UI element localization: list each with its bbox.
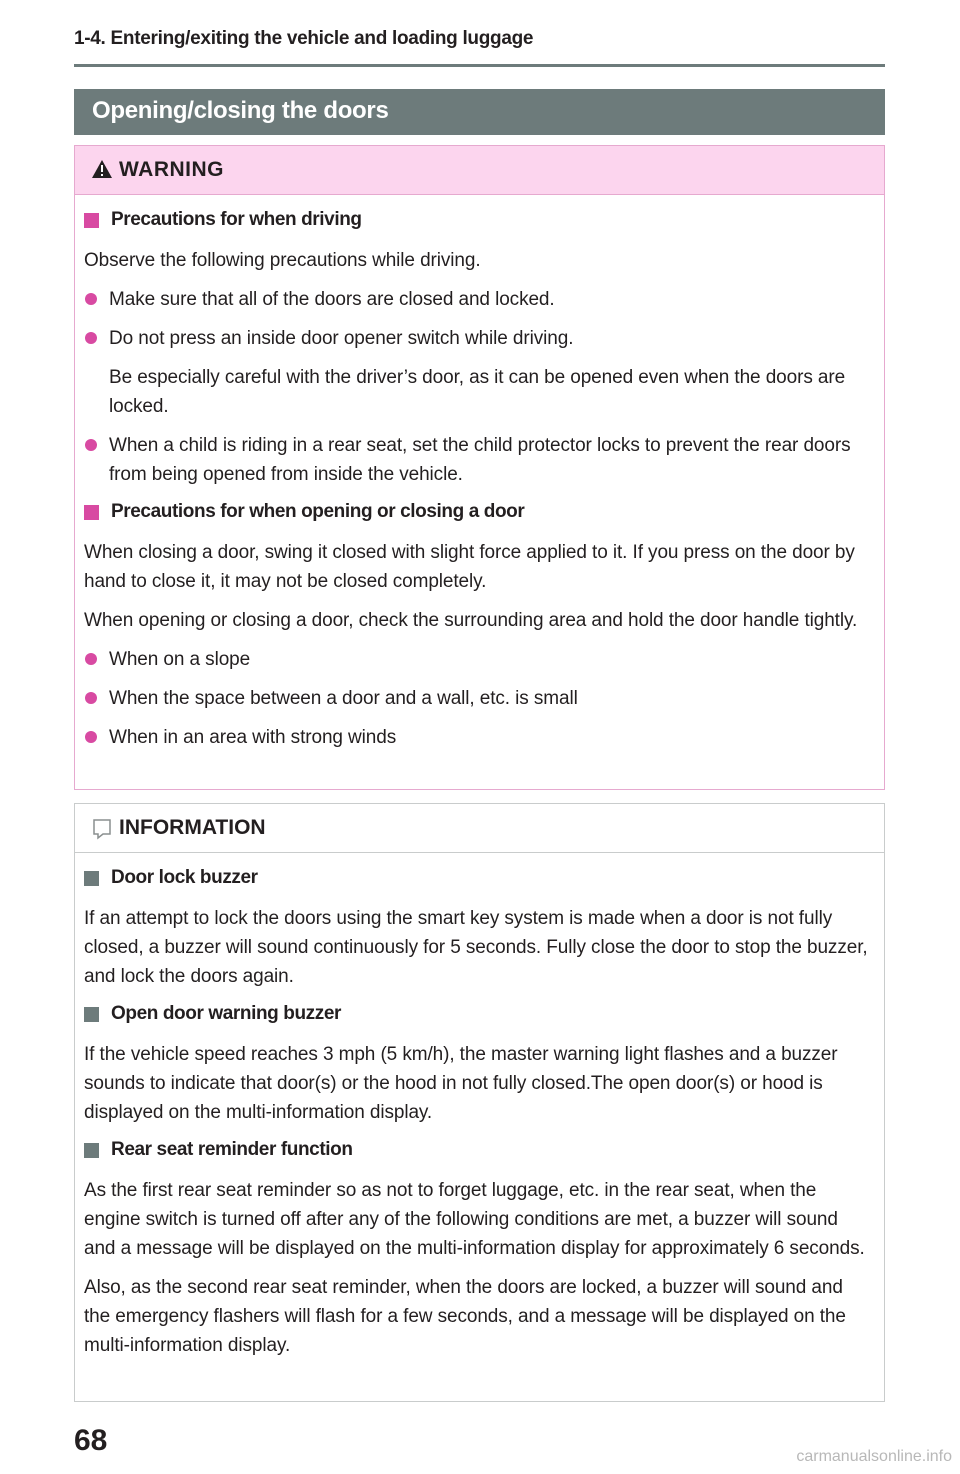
list-item xyxy=(84,285,874,314)
paragraph: As the first rear seat reminder so as not to forget luggage, etc. in the rear seat, when the engine switch is turned off after any of the following conditions are met, a buzzer will sound and a message will be displayed on the multi-information display for approximately 6 seconds. xyxy=(84,1180,865,1259)
chapter-header: 1-4. Entering/exiting the vehicle and loading luggage xyxy=(74,28,534,49)
circle-bullet-icon xyxy=(85,653,97,665)
list-item xyxy=(84,431,874,489)
info-subheading xyxy=(84,1137,874,1163)
list-item-text: When a child is riding in a rear seat, set the child protector locks to prevent the rear doors from being opened from inside the vehicle. xyxy=(109,435,851,485)
section-title: Opening/closing the doors xyxy=(92,97,389,124)
paragraph: If an attempt to lock the doors using the smart key system is made when a door is not fully closed, a buzzer will sound continuously for 5 seconds. Fully close the door to stop the buzzer, and lock the doors again. xyxy=(84,908,868,987)
list-item-text: Do not press an inside door opener switch while driving. xyxy=(109,328,574,349)
information-body xyxy=(75,853,884,1360)
watermark: carmanualsonline.info xyxy=(796,1448,952,1465)
page-number: 68 xyxy=(74,1424,108,1457)
section-title-bar xyxy=(74,89,885,135)
subheading-text: Open door warning buzzer xyxy=(111,1003,342,1024)
list-item xyxy=(84,723,874,752)
list-item-text: When the space between a door and a wall, etc. is small xyxy=(109,688,578,709)
warning-box xyxy=(74,145,885,790)
circle-bullet-icon xyxy=(85,439,97,451)
list-item xyxy=(84,645,874,674)
list-item-text: When on a slope xyxy=(109,649,251,670)
warning-label: WARNING xyxy=(119,158,224,181)
square-bullet-icon xyxy=(84,1007,99,1022)
circle-bullet-icon xyxy=(85,293,97,305)
circle-bullet-icon xyxy=(85,731,97,743)
square-bullet-icon xyxy=(84,213,99,228)
square-bullet-icon xyxy=(84,505,99,520)
paragraph: Observe the following precautions while driving. xyxy=(84,250,481,271)
list-item xyxy=(84,684,874,713)
info-subheading xyxy=(84,865,874,891)
subheading-text: Door lock buzzer xyxy=(111,867,258,888)
warning-body xyxy=(75,195,884,752)
info-subheading xyxy=(84,1001,874,1027)
warning-subheading xyxy=(84,207,874,233)
circle-bullet-icon xyxy=(85,692,97,704)
subheading-text: Precautions for when opening or closing a door xyxy=(111,501,525,522)
list-item-note: Be especially careful with the driver’s door, as it can be opened even when the doors are locked. xyxy=(109,367,846,417)
paragraph: When opening or closing a door, check the surrounding area and hold the door handle tightly. xyxy=(84,610,858,631)
circle-bullet-icon xyxy=(85,332,97,344)
subheading-text: Precautions for when driving xyxy=(111,209,362,230)
information-label: INFORMATION xyxy=(119,816,266,839)
list-item-text: Make sure that all of the doors are closed and locked. xyxy=(109,289,555,310)
list-item-text: When in an area with strong winds xyxy=(109,727,397,748)
list-item xyxy=(84,324,874,353)
header-rule xyxy=(74,64,885,67)
paragraph: When closing a door, swing it closed with slight force applied to it. If you press on the door by hand to close it, it may not be closed completely. xyxy=(84,542,855,592)
information-header xyxy=(75,804,884,853)
square-bullet-icon xyxy=(84,871,99,886)
information-box xyxy=(74,803,885,1402)
subheading-text: Rear seat reminder function xyxy=(111,1139,353,1160)
paragraph: If the vehicle speed reaches 3 mph (5 km/h), the master warning light flashes and a buzzer sounds to indicate that door(s) or the hood in not fully closed.The open door(s) or hood is displayed on the multi-information display. xyxy=(84,1044,838,1123)
warning-triangle-icon xyxy=(91,159,113,179)
warning-header xyxy=(75,146,884,195)
square-bullet-icon xyxy=(84,1143,99,1158)
warning-subheading xyxy=(84,499,874,525)
paragraph: Also, as the second rear seat reminder, when the doors are locked, a buzzer will sound and the emergency flashers will flash for a few seconds, and a message will be displayed on the multi-information display. xyxy=(84,1277,846,1356)
information-icon xyxy=(91,818,113,840)
